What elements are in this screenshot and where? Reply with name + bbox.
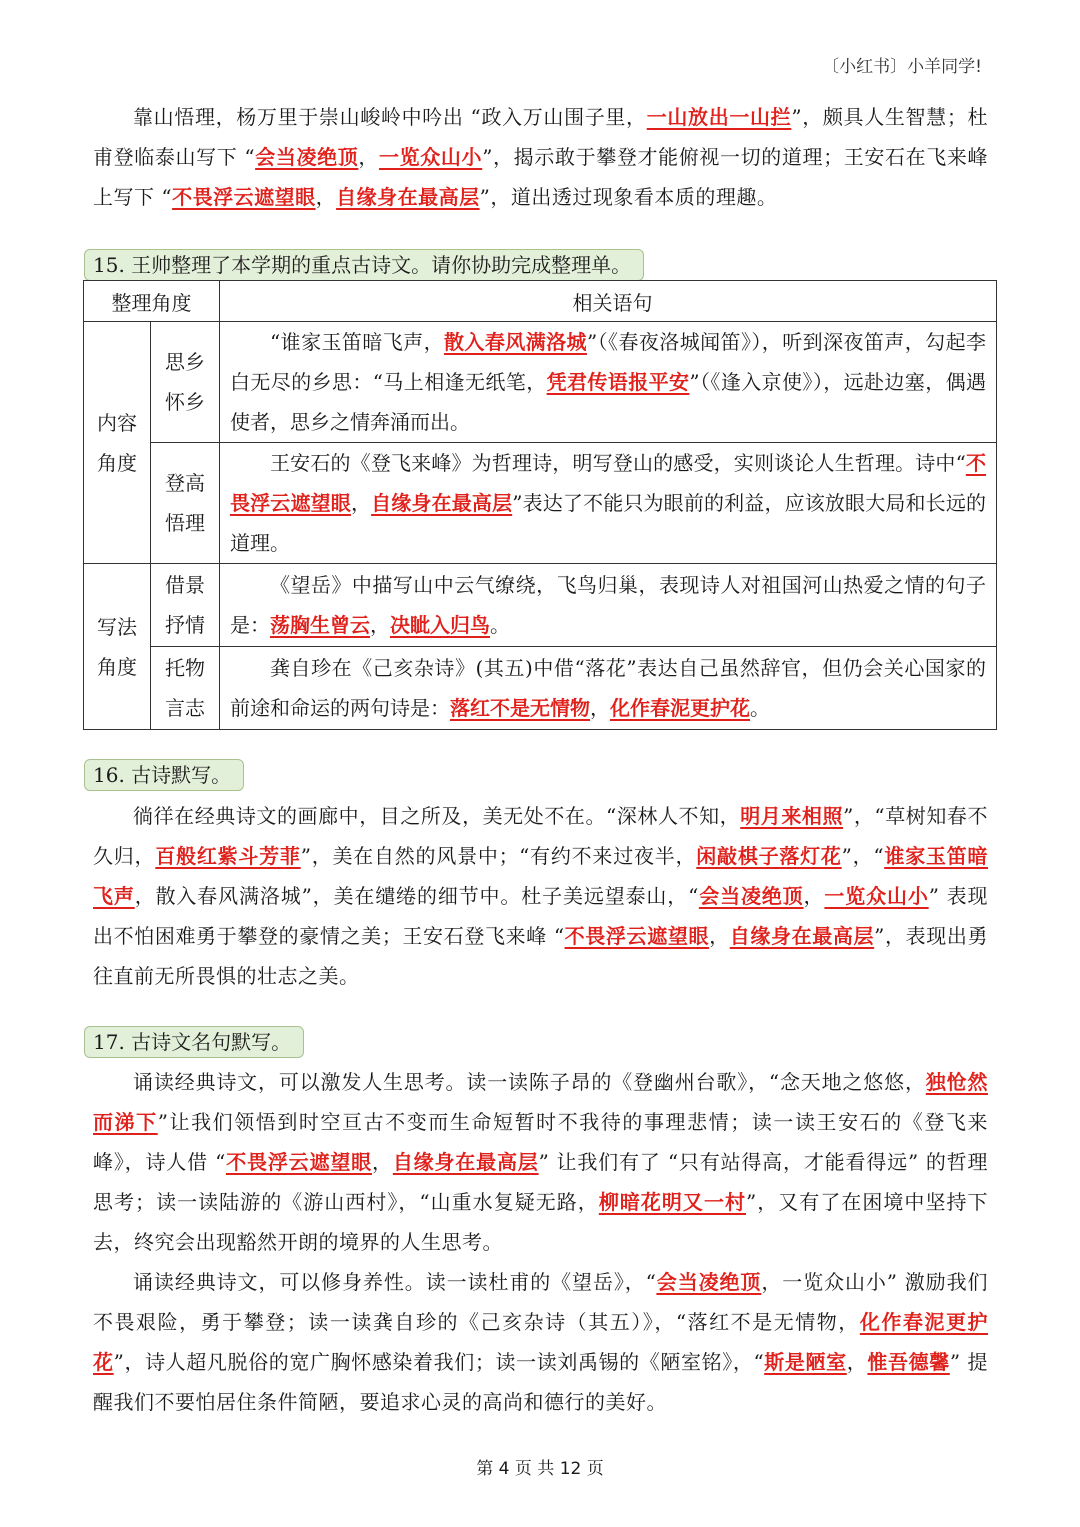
answer-fill: 化作春泥更护花 <box>93 1310 988 1374</box>
answer-fill: 明月来相照 <box>740 804 844 828</box>
answer-fill: 不畏浮云遮望眼 <box>172 185 316 209</box>
answer-fill: 一览众山小 <box>379 145 483 169</box>
answer-fill: 斯是陋室 <box>764 1350 847 1374</box>
intro-paragraph <box>93 97 988 217</box>
question-16-label: 16. 古诗默写。 <box>84 759 244 791</box>
answer-fill: 荡胸生曾云 <box>270 613 370 637</box>
table-cell: 《望岳》中描写山中云气缭绕，飞鸟归巢，表现诗人对祖国河山热爱之情的句子是：荡胸生曾云，决眦入归鸟。 <box>220 564 997 647</box>
answer-fill: 惟吾德馨 <box>867 1350 950 1374</box>
answer-fill: 会当凌绝顶 <box>255 145 359 169</box>
watermark-text: 〔小红书〕小羊同学! <box>822 57 982 77</box>
subcategory-object: 托物言志 <box>151 647 220 730</box>
answer-fill: 百般红紫斗芳菲 <box>155 844 301 868</box>
answer-fill: 谁家玉笛暗飞声 <box>93 844 989 908</box>
answer-fill: 闲敲棋子落灯花 <box>696 844 842 868</box>
subcategory-climb: 登高悟理 <box>151 443 220 564</box>
organize-table <box>83 280 997 730</box>
answer-fill: 决眦入归鸟 <box>390 613 490 637</box>
answer-fill: 落红不是无情物 <box>450 696 590 720</box>
header-angle: 整理角度 <box>84 281 220 322</box>
category-content: 内容角度 <box>84 322 151 564</box>
answer-fill: 自缘身在最高层 <box>336 185 480 209</box>
table-row <box>84 647 997 730</box>
question-17-label: 17. 古诗文名句默写。 <box>84 1026 304 1058</box>
table-cell: 龚自珍在《己亥杂诗》(其五)中借“落花”表达自己虽然辞官，但仍会关心国家的前途和命运的两句诗是：落红不是无情物，化作春泥更护花。 <box>220 647 997 730</box>
page-number: 第 4 页 共 12 页 <box>476 1459 604 1479</box>
table-header-row <box>84 281 997 322</box>
answer-fill: 一山放出一山拦 <box>646 105 792 129</box>
intro-text: ”，颇具人生智慧；杜甫登临泰山写下 “ <box>93 105 988 169</box>
answer-fill: 化作春泥更护花 <box>610 696 750 720</box>
q16-paragraph: 徜徉在经典诗文的画廊中，目之所及，美无处不在。“深林人不知，明月来相照”，“草树知春不久归，百般红紫斗芳菲”，美在自然的风景中；“有约不来过夜半，闲敲棋子落灯花”，“谁家玉笛暗飞声，散入春风满洛城”，美在缱绻的细节中。杜子美远望泰山，“会当凌绝顶，一览众山小” 表现出不怕困难勇于攀登的豪情之美；王安石登飞来峰 “不畏浮云遮望眼，自缘身在最高层”，表现出勇往直前无所畏惧的壮志之美。 <box>93 804 989 988</box>
answer-fill: 不畏浮云遮望眼 <box>230 451 986 515</box>
answer-fill: 自缘身在最高层 <box>729 924 875 948</box>
answer-fill: 会当凌绝顶 <box>698 884 804 908</box>
q17-paragraph-2: 诵读经典诗文，可以修身养性。读一读杜甫的《望岳》，“会当凌绝顶，一览众山小” 激励我们不畏艰险，勇于攀登；读一读龚自珍的《己亥杂诗（其五）》，“落红不是无情物，化作春泥更护花”，诗人超凡脱俗的宽广胸怀感染着我们；读一读刘禹锡的《陋室铭》，“斯是陋室，惟吾德馨” 提醒我们不要怕居住条件简陋，要追求心灵的高尚和德行的美好。 <box>93 1270 989 1414</box>
answer-fill: 散入春风满洛城 <box>444 330 587 354</box>
subcategory-homesick: 思乡怀乡 <box>151 322 220 443</box>
table-cell: “谁家玉笛暗飞声，散入春风满洛城”（《春夜洛城闻笛》），听到深夜笛声，勾起李白无尽的乡思：“马上相逢无纸笔，凭君传语报平安”（《逢入京使》），远赴边塞，偶遇使者，思乡之情奔涌而出。 <box>220 322 997 443</box>
intro-text: ， <box>315 185 337 209</box>
answer-fill: 自缘身在最高层 <box>371 491 513 515</box>
intro-text: ”，揭示敢于攀登才能俯视一切的道理；王安石在飞来峰上写下 “ <box>93 145 989 209</box>
answer-fill: 柳暗花明又一村 <box>598 1190 746 1214</box>
intro-text: 靠山悟理，杨万里于崇山峻岭中吟出 “政入万山围子里， <box>133 105 647 129</box>
intro-text: ”，道出透过现象看本质的理趣。 <box>479 185 778 209</box>
intro-text: ， <box>358 145 380 169</box>
table-row <box>84 322 997 443</box>
category-method: 写法角度 <box>84 564 151 730</box>
table-row <box>84 564 997 647</box>
table-cell: 王安石的《登飞来峰》为哲理诗，明写登山的感受，实则谈论人生哲理。诗中“不畏浮云遮望眼，自缘身在最高层”表达了不能只为眼前的利益，应该放眼大局和长远的道理。 <box>220 443 997 564</box>
answer-fill: 凭君传语报平安 <box>546 370 690 394</box>
answer-fill: 不畏浮云遮望眼 <box>564 924 710 948</box>
header-sentences: 相关语句 <box>220 281 997 322</box>
question-15-label: 15. 王帅整理了本学期的重点古诗文。请你协助完成整理单。 <box>84 249 644 281</box>
subcategory-scene: 借景抒情 <box>151 564 220 647</box>
answer-fill: 独怆然而涕下 <box>93 1070 988 1134</box>
answer-fill: 一览众山小 <box>824 884 929 908</box>
answer-fill: 不畏浮云遮望眼 <box>225 1150 372 1174</box>
table-row <box>84 443 997 564</box>
answer-fill: 会当凌绝顶 <box>656 1270 762 1294</box>
q17-paragraph-1: 诵读经典诗文，可以激发人生思考。读一读陈子昂的《登幽州台歌》，“念天地之悠悠，独怆然而涕下”让我们领悟到时空亘古不变而生命短暂时不我待的事理悲情；读一读王安石的《登飞来峰》，诗人借 “不畏浮云遮望眼，自缘身在最高层” 让我们有了 “只有站得高，才能看得远” 的哲理思考；读一读陆游的《游山西村》，“山重水复疑无路，柳暗花明又一村”，又有了在困境中坚持下去，终究会出现豁然开朗的境界的人生思考。 <box>93 1070 989 1254</box>
answer-fill: 自缘身在最高层 <box>392 1150 539 1174</box>
